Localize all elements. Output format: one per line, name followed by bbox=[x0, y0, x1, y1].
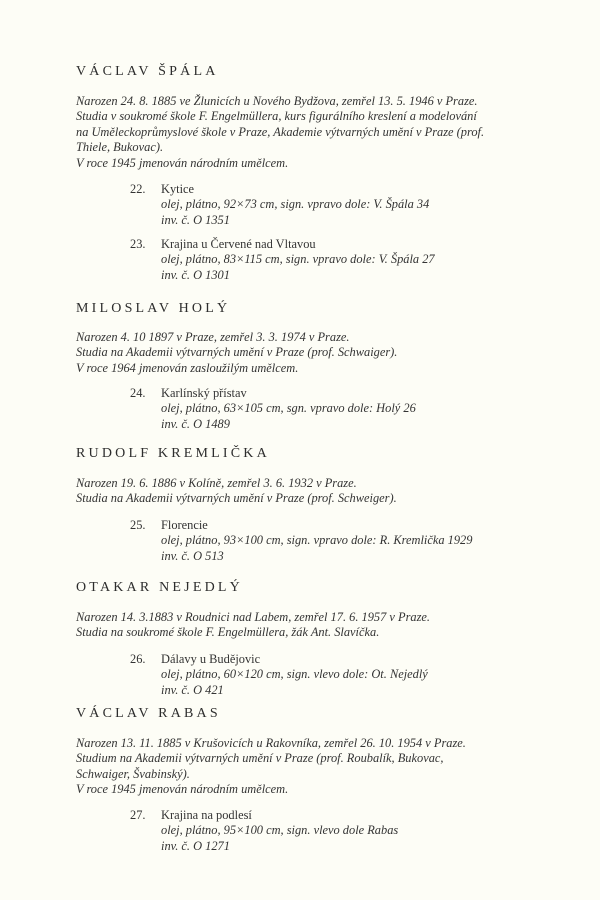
artwork-entry bbox=[130, 182, 570, 228]
artwork-entry bbox=[130, 808, 570, 854]
artist-bio: Narozen 4. 10 1897 v Praze, zemřel 3. 3. 1974 v Praze. Studia na Akademii výtvarných umění v Praze (prof. Schwaiger). V roce 1964 jmenován zasloužilým umělcem. bbox=[76, 330, 398, 375]
artist-name: RUDOLF KREMLIČKA bbox=[76, 446, 270, 461]
artwork-title: Florencie bbox=[161, 518, 208, 532]
artwork-inventory: inv. č. O 1271 bbox=[161, 838, 230, 853]
artwork-title: Krajina u Červené nad Vltavou bbox=[161, 237, 316, 251]
artwork-inventory: inv. č. O 1351 bbox=[161, 212, 230, 227]
artist-bio: Narozen 14. 3.1883 v Roudnici nad Labem, zemřel 17. 6. 1957 v Praze. Studia na soukromé škole F. Engelmüllera, žák Ant. Slavíčka. bbox=[76, 610, 431, 640]
artwork-number: 27. bbox=[130, 808, 146, 822]
artist-name: VÁCLAV ŠPÁLA bbox=[76, 64, 219, 79]
artwork-inventory: inv. č. O 1301 bbox=[161, 267, 230, 282]
artist-bio: Narozen 24. 8. 1885 ve Žlunicích u Nového Bydžova, zemřel 13. 5. 1946 v Praze. Studia v soukromé škole F. Engelmüllera, kurs figurálního kreslení a modelování na Uměleckoprůmyslové škole v Praze, Akademie výtvarných umění v Praze (prof. Thiele, Bukovac). V roce 1945 jmenován národním umělcem. bbox=[76, 94, 485, 170]
artwork-number: 23. bbox=[130, 237, 146, 251]
artwork-inventory: inv. č. O 421 bbox=[161, 682, 224, 697]
artwork-number: 24. bbox=[130, 386, 146, 400]
artist-name: VÁCLAV RABAS bbox=[76, 706, 221, 721]
artwork-title: Karlínský přístav bbox=[161, 386, 247, 400]
artwork-title: Krajina na podlesí bbox=[161, 808, 252, 822]
artwork-title: Dálavy u Budějovic bbox=[161, 652, 261, 666]
artwork-description: olej, plátno, 93×100 cm, sign. vpravo dole: R. Kremlička 1929 bbox=[161, 533, 473, 548]
artwork-description: olej, plátno, 63×105 cm, sgn. vpravo dole: Holý 26 bbox=[161, 401, 416, 416]
artist-name: OTAKAR NEJEDLÝ bbox=[76, 580, 243, 595]
artist-bio: Narozen 19. 6. 1886 v Kolíně, zemřel 3. 6. 1932 v Praze. Studia na Akademii výtvarných umění v Praze (prof. Schweiger). bbox=[76, 476, 397, 506]
artwork-inventory: inv. č. O 1489 bbox=[161, 416, 230, 431]
artwork-number: 25. bbox=[130, 518, 146, 532]
artwork-entry bbox=[130, 386, 570, 432]
artwork-number: 22. bbox=[130, 182, 146, 196]
artwork-inventory: inv. č. O 513 bbox=[161, 548, 224, 563]
artwork-title: Kytice bbox=[161, 182, 195, 196]
artwork-entry bbox=[130, 652, 570, 698]
artwork-description: olej, plátno, 95×100 cm, sign. vlevo dole Rabas bbox=[161, 823, 399, 838]
artwork-description: olej, plátno, 92×73 cm, sign. vpravo dole: V. Špála 34 bbox=[161, 197, 430, 212]
artwork-entry bbox=[130, 237, 570, 283]
artist-name: MILOSLAV HOLÝ bbox=[76, 301, 231, 316]
artwork-number: 26. bbox=[130, 652, 146, 666]
artwork-description: olej, plátno, 60×120 cm, sign. vlevo dole: Ot. Nejedlý bbox=[161, 667, 428, 682]
artwork-description: olej, plátno, 83×115 cm, sign. vpravo dole: V. Špála 27 bbox=[161, 252, 435, 267]
artwork-entry bbox=[130, 518, 570, 564]
artist-bio: Narozen 13. 11. 1885 v Krušovicích u Rakovníka, zemřel 26. 10. 1954 v Praze. Studium na Akademii výtvarných umění v Praze (prof. Roubalík, Bukovac, Schwaiger, Švabinský). V roce 1945 jmenován národním umělcem. bbox=[76, 736, 466, 797]
